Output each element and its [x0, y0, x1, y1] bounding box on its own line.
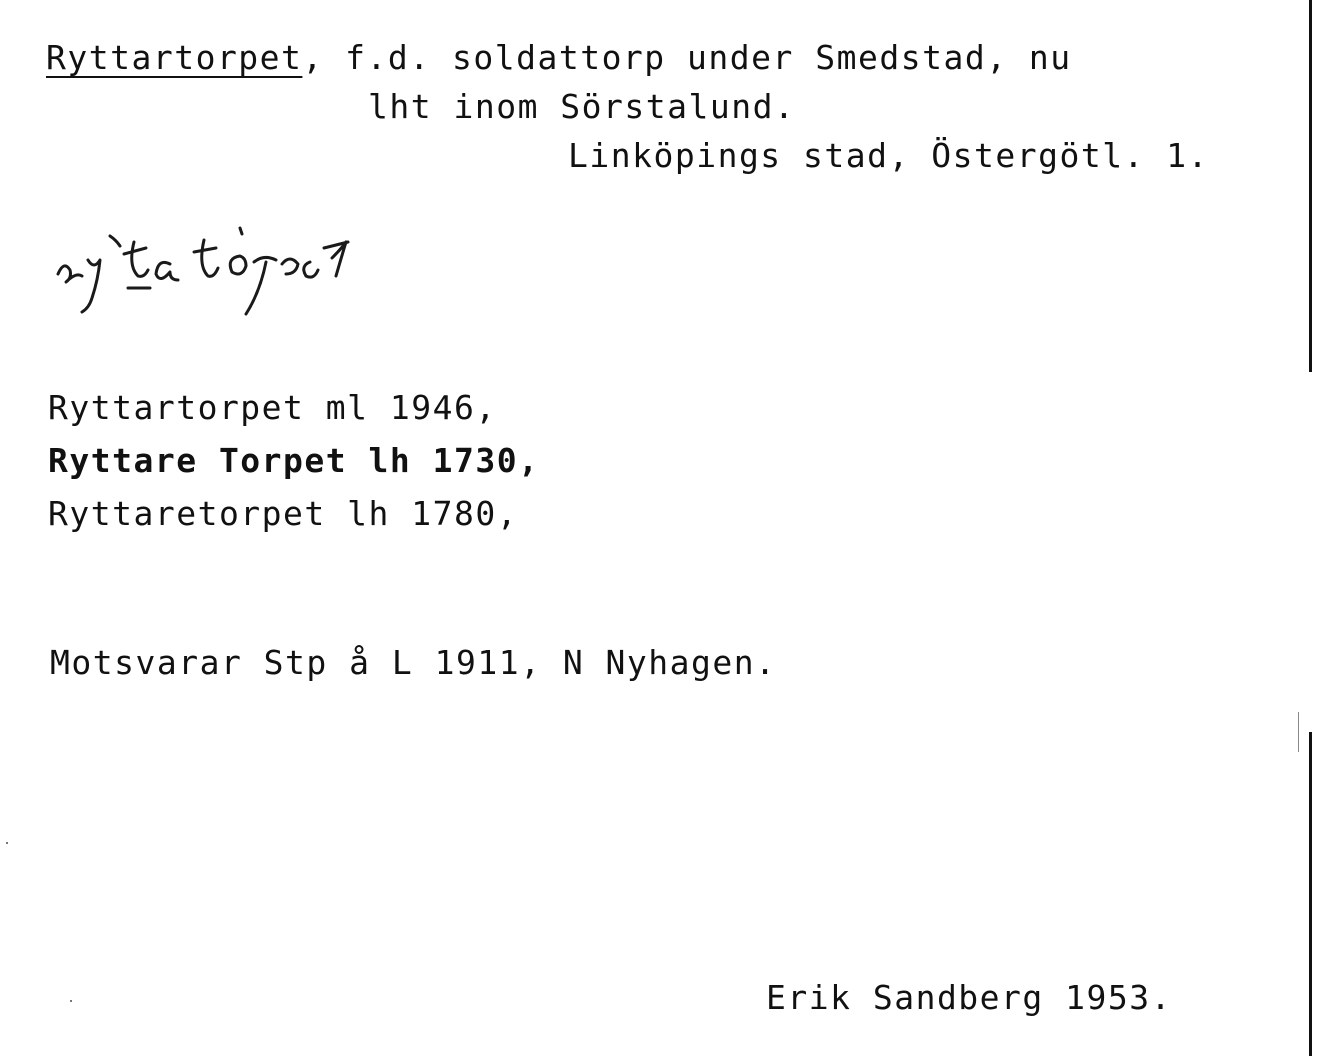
- headword: Ryttartorpet: [46, 38, 303, 77]
- heading-description: , f.d. soldattorp under Smedstad, nu: [302, 38, 1072, 77]
- form-entry: Ryttare Torpet lh 1730,: [48, 441, 540, 480]
- form-entry: Ryttartorpet ml 1946,: [48, 388, 497, 427]
- handwritten-annotation: [44, 218, 444, 328]
- scan-mark: [1298, 712, 1299, 752]
- author-signature: Erik Sandberg 1953.: [766, 978, 1172, 1017]
- heading-location: Linköpings stad, Östergötl. 1.: [568, 136, 1210, 175]
- heading-line-2: lht inom Sörstalund.: [368, 87, 796, 126]
- form-entry: Ryttaretorpet lh 1780,: [48, 494, 519, 533]
- card-edge-line: [1309, 0, 1312, 372]
- scan-speck: [70, 1000, 72, 1002]
- heading-line-1: [46, 38, 1072, 78]
- correspondence-note: Motsvarar Stp å L 1911, N Nyhagen.: [50, 643, 777, 682]
- scan-speck: [6, 842, 8, 844]
- card-edge-line: [1309, 732, 1312, 1056]
